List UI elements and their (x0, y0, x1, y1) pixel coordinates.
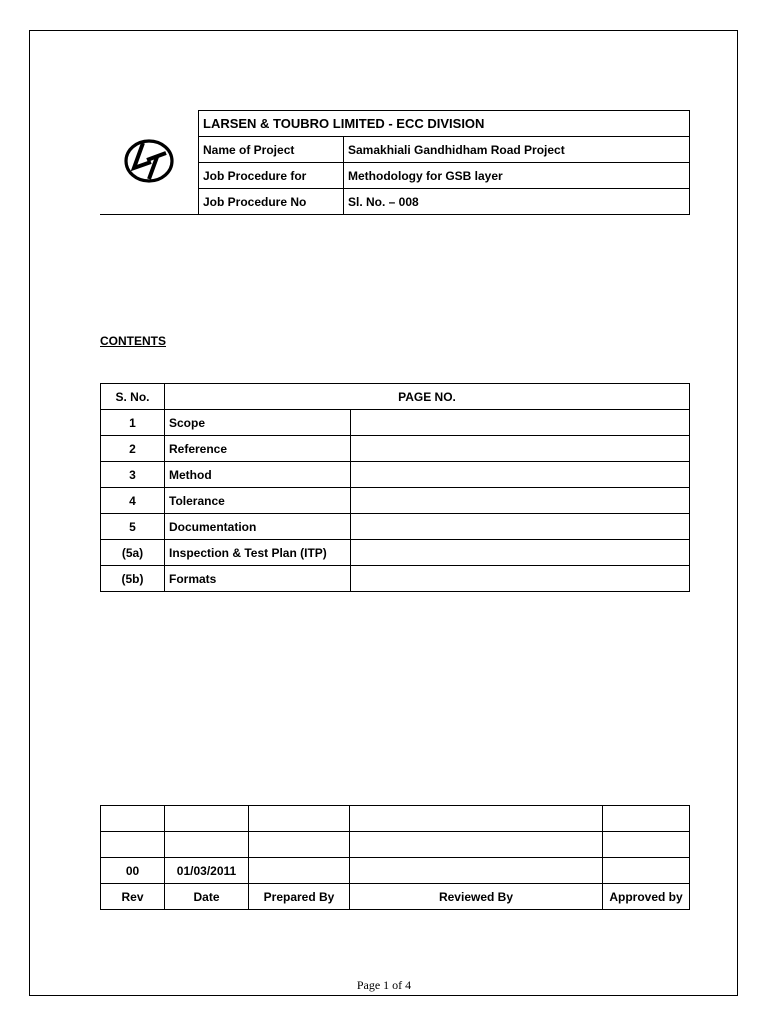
contents-sno: 5 (101, 514, 165, 540)
contents-page-cell (351, 514, 690, 540)
contents-sno: (5b) (101, 566, 165, 592)
rev-header: Rev (101, 884, 165, 910)
contents-row (101, 436, 690, 462)
contents-title-cell: Formats (165, 566, 351, 592)
revision-date: 01/03/2011 (165, 858, 249, 884)
contents-table (100, 383, 690, 592)
contents-page-cell (351, 436, 690, 462)
company-name: LARSEN & TOUBRO LIMITED - ECC DIVISION (199, 111, 690, 137)
contents-sno: 3 (101, 462, 165, 488)
reviewed-by-header: Reviewed By (350, 884, 603, 910)
contents-row (101, 488, 690, 514)
revision-prepared-by (249, 858, 350, 884)
revision-approved-by (603, 858, 690, 884)
revision-row-empty (101, 806, 690, 832)
contents-row (101, 540, 690, 566)
job-procedure-value: Methodology for GSB layer (344, 163, 690, 189)
prepared-by-header: Prepared By (249, 884, 350, 910)
contents-sno: 2 (101, 436, 165, 462)
contents-header-row (101, 384, 690, 410)
revision-header-row (101, 884, 690, 910)
contents-title-cell: Tolerance (165, 488, 351, 514)
page-no-header: PAGE NO. (165, 384, 690, 410)
job-procedure-no-value: Sl. No. – 008 (344, 189, 690, 215)
project-name-label: Name of Project (199, 137, 344, 163)
job-procedure-no-label: Job Procedure No (199, 189, 344, 215)
date-header: Date (165, 884, 249, 910)
contents-sno: 4 (101, 488, 165, 514)
contents-page-cell (351, 540, 690, 566)
contents-row (101, 514, 690, 540)
header-table (100, 110, 690, 215)
contents-title: CONTENTS (100, 334, 166, 348)
logo-cell (100, 111, 199, 215)
contents-title-cell: Method (165, 462, 351, 488)
sno-header: S. No. (101, 384, 165, 410)
revision-row-empty (101, 832, 690, 858)
contents-title-cell: Reference (165, 436, 351, 462)
contents-page-cell (351, 488, 690, 514)
page-number: Page 1 of 4 (356, 978, 412, 992)
contents-sno: 1 (101, 410, 165, 436)
contents-title-cell: Scope (165, 410, 351, 436)
contents-row (101, 410, 690, 436)
project-name-value: Samakhiali Gandhidham Road Project (344, 137, 690, 163)
approved-by-header: Approved by (603, 884, 690, 910)
revision-table (100, 805, 690, 910)
contents-sno: (5a) (101, 540, 165, 566)
job-procedure-label: Job Procedure for (199, 163, 344, 189)
contents-row (101, 462, 690, 488)
contents-page-cell (351, 410, 690, 436)
contents-page-cell (351, 462, 690, 488)
lt-logo-icon (123, 138, 175, 184)
contents-title-cell: Inspection & Test Plan (ITP) (165, 540, 351, 566)
revision-number: 00 (101, 858, 165, 884)
revision-reviewed-by (350, 858, 603, 884)
contents-page-cell (351, 566, 690, 592)
revision-row (101, 858, 690, 884)
contents-row (101, 566, 690, 592)
contents-title-cell: Documentation (165, 514, 351, 540)
